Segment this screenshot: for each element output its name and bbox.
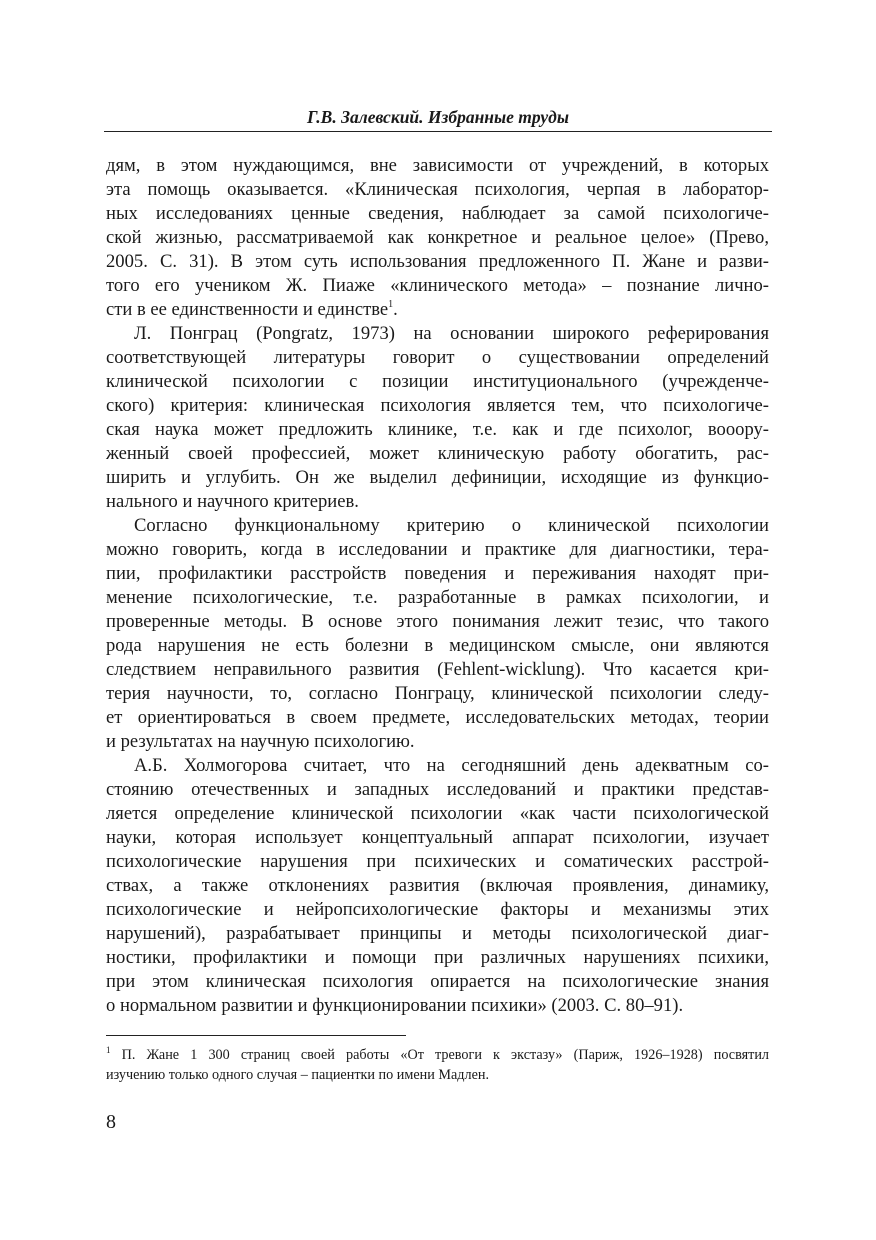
text-line: психологические нарушения при психических и соматических расстрой-: [106, 851, 769, 872]
footnote-reference: 1: [388, 299, 394, 310]
text-line: дям, в этом нуждающимся, вне зависимости от учреждений, в которых: [106, 155, 769, 176]
text-line-content: сти в ее единственности и единстве: [106, 299, 389, 320]
text-line: менение психологические, т.е. разработанные в рамках психологии, и: [106, 587, 769, 608]
text-line: терия научности, то, согласно Понграцу, клинической психологии следу-: [106, 683, 769, 704]
sentence-end: .: [393, 299, 398, 320]
text-line: и результатах на научную психологию.: [106, 731, 415, 752]
text-line: ных исследованиях ценные сведения, наблюдает за самой психологиче-: [106, 203, 769, 224]
text-line: нарушений), разрабатывает принципы и методы психологической диаг-: [106, 923, 769, 944]
footnote-line: изучению только одного случая – пациентки по имени Мадлен.: [106, 1067, 490, 1083]
text-line: стоянию отечественных и западных исследований и практики представ-: [106, 779, 769, 800]
text-line: соответствующей литературы говорит о существовании определений: [106, 347, 769, 368]
page-number: 8: [106, 1111, 116, 1133]
footnote-marker: 1: [106, 1045, 111, 1055]
text-line: ширить и углубить. Он же выделил дефиниции, исходящие из функцио-: [106, 467, 769, 488]
text-line: можно говорить, когда в исследовании и практике для диагностики, тера-: [106, 539, 769, 560]
text-line: ностики, профилактики и помощи при различных нарушениях психики,: [106, 947, 769, 968]
text-line: о нормальном развитии и функционировании психики» (2003. С. 80–91).: [106, 995, 684, 1016]
header-rule: [104, 131, 772, 132]
text-line: Согласно функциональному критерию о клинической психологии: [134, 515, 769, 536]
text-line: ской жизнью, рассматриваемой как конкретное и реальное целое» (Прево,: [106, 227, 769, 248]
running-header: Г.В. Залевский. Избранные труды: [307, 107, 569, 127]
text-line: нального и научного критериев.: [106, 491, 359, 512]
text-line: того его учеником Ж. Пиаже «клинического метода» – познание лично-: [106, 275, 769, 296]
text-line: следствием неправильного развития (Fehlent-wicklung). Что касается кри-: [106, 659, 769, 680]
footnote-line: [106, 1045, 769, 1065]
text-line: А.Б. Холмогорова считает, что на сегодняшний день адекватным со-: [134, 755, 769, 776]
text-line: при этом клиническая психология опирается на психологические знания: [106, 971, 769, 992]
text-line: женный своей профессией, может клиническую работу обогатить, рас-: [106, 443, 769, 464]
text-line: пии, профилактики расстройств поведения и переживания находят при-: [106, 563, 769, 584]
text-line: ского) критерия: клиническая психология является тем, что психологиче-: [106, 395, 769, 416]
text-line: проверенные методы. В основе этого понимания лежит тезис, что такого: [106, 611, 769, 632]
text-line: Л. Понграц (Pongratz, 1973) на основании широкого реферирования: [134, 323, 769, 344]
text-line: ляется определение клинической психологии «как части психологической: [106, 803, 769, 824]
footnote-text: П. Жане 1 300 страниц своей работы «От тревоги к экстазу» (Париж, 1926–1928) посвятил: [121, 1047, 770, 1063]
text-line: [106, 298, 769, 322]
text-line: эта помощь оказывается. «Клиническая психология, черпая в лаборатор-: [106, 179, 769, 200]
text-line: ет ориентироваться в своем предмете, исследовательских методах, теории: [106, 707, 769, 728]
text-line: науки, которая использует концептуальный аппарат психологии, изучает: [106, 827, 769, 848]
text-line: ствах, а также отклонениях развития (включая проявления, динамику,: [106, 875, 769, 896]
footnote-rule: [106, 1035, 406, 1036]
text-line: рода нарушения не есть болезни в медицинском смысле, они являются: [106, 635, 769, 656]
text-line: 2005. С. 31). В этом суть использования предложенного П. Жане и разви-: [106, 251, 769, 272]
text-line: психологические и нейропсихологические факторы и механизмы этих: [106, 899, 769, 920]
text-line: клинической психологии с позиции институционального (учрежденче-: [106, 371, 769, 392]
text-line: ская наука может предложить клинике, т.е. как и где психолог, вооору-: [106, 419, 769, 440]
